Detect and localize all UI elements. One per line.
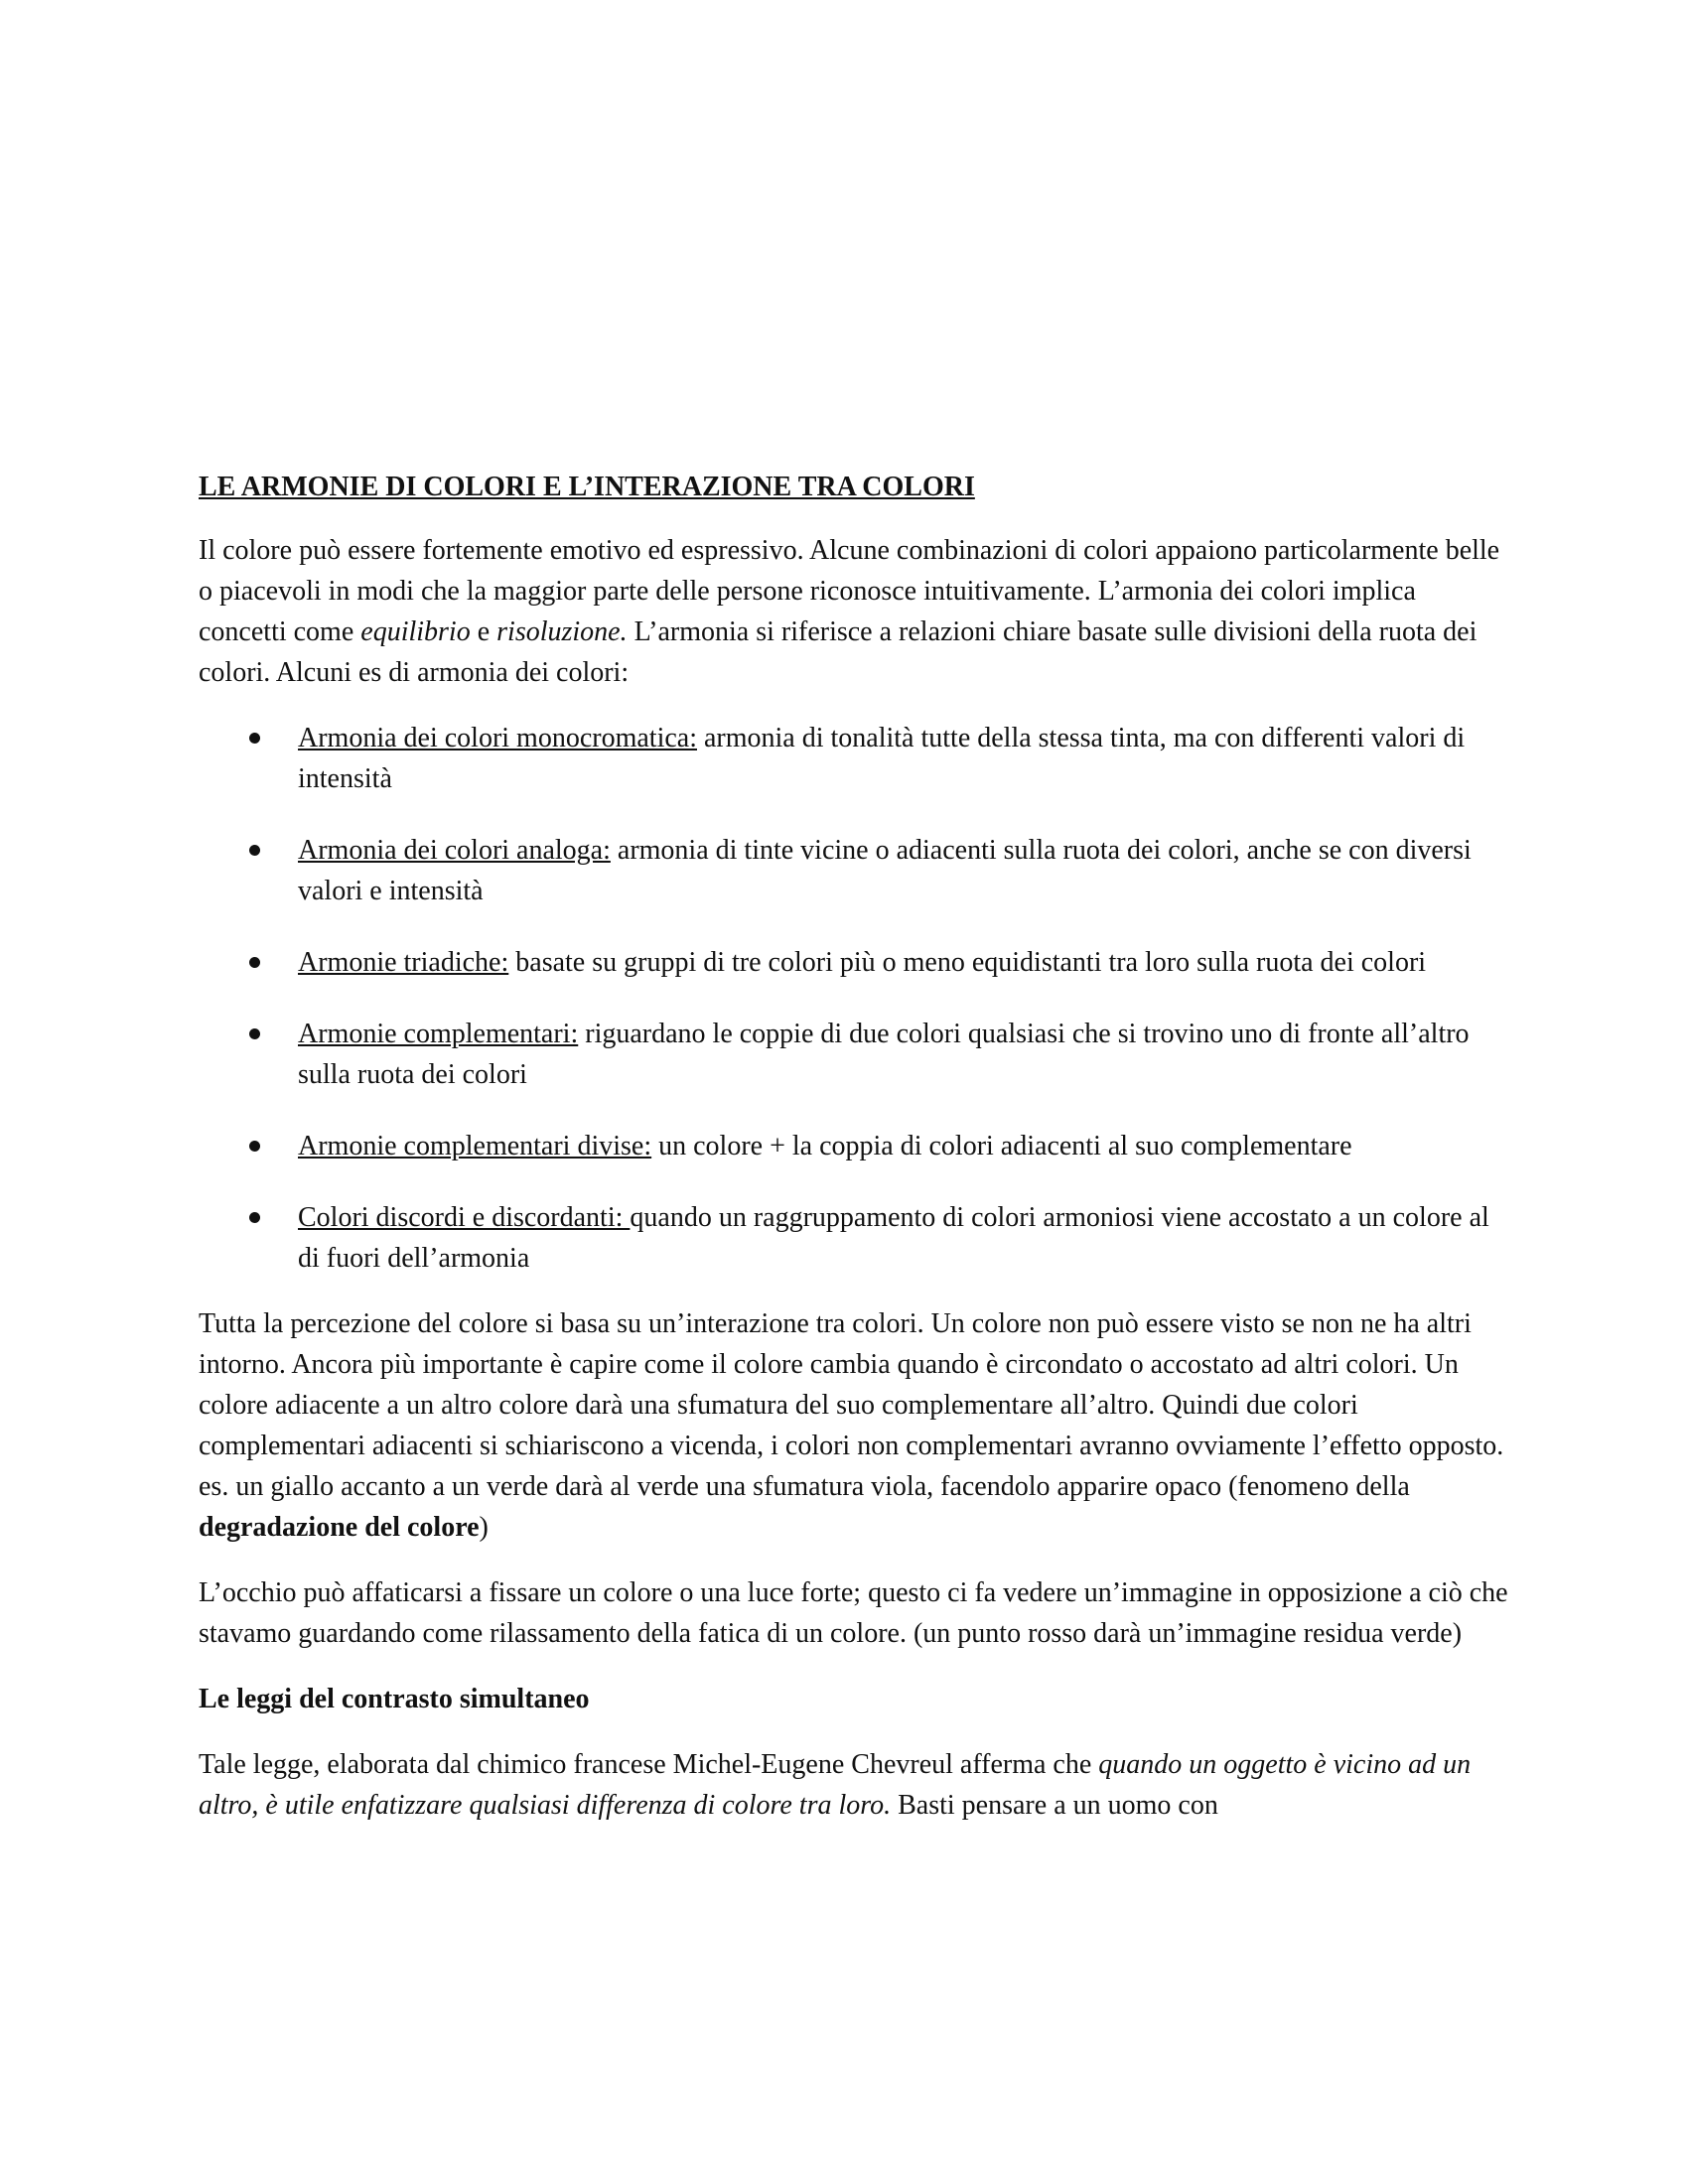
harmony-description: un colore + la coppia di colori adiacenti al suo complementare [651, 1131, 1352, 1161]
harmony-description: riguardano le coppie di due colori qualsiasi che si trovino uno di fronte all’altro sulla ruota dei colori [298, 1019, 1470, 1090]
intro-text-3: L’armonia si riferisce a relazioni chiare basate sulle divisioni della ruota dei colori. Alcuni es di armonia dei colori: [199, 616, 1477, 688]
intro-paragraph [199, 530, 1509, 693]
harmony-term: Armonie complementari divise: [298, 1131, 652, 1161]
section-heading: Le leggi del contrasto simultaneo [199, 1684, 590, 1714]
list-item [199, 1126, 1509, 1166]
law-text-2: Basti pensare a un uomo con [891, 1790, 1218, 1821]
example-paragraph [199, 1466, 1509, 1548]
bullet-icon [249, 957, 260, 968]
harmony-description: armonia di tinte vicine o adiacenti sulla ruota dei colori, anche se con diversi valori e intensità [298, 835, 1472, 906]
law-text-1: Tale legge, elaborata dal chimico francese Michel-Eugene Chevreul afferma che [199, 1749, 1099, 1780]
harmony-term: Armonia dei colori monocromatica: [298, 723, 697, 753]
intro-emphasis-risoluzione: risoluzione. [496, 616, 628, 647]
harmony-term: Armonie triadiche: [298, 947, 509, 978]
harmony-description: quando un raggruppamento di colori armoniosi viene accostato a un colore al di fuori dell’armonia [298, 1202, 1489, 1274]
list-item [199, 942, 1509, 983]
example-bold-term: degradazione del colore [199, 1512, 480, 1543]
bullet-icon [249, 845, 260, 856]
list-item [199, 1014, 1509, 1095]
document-body [199, 467, 1509, 1850]
harmony-term: Armonia dei colori analoga: [298, 835, 611, 866]
list-item [199, 718, 1509, 799]
bullet-icon [249, 1212, 260, 1223]
law-emphasis: quando un oggetto è vicino ad un altro, è utile enfatizzare qualsiasi differenza di colore tra loro. [199, 1749, 1472, 1821]
list-item [199, 1197, 1509, 1279]
bullet-icon [249, 1141, 260, 1152]
law-paragraph [199, 1744, 1509, 1826]
intro-text-2: e [470, 616, 497, 647]
bullet-icon [249, 733, 260, 744]
intro-text-1: Il colore può essere fortemente emotivo ed espressivo. Alcune combinazioni di colori appaiono particolarmente belle o piacevoli in modi che la maggior parte delle persone riconosce intuitivamente. L’armonia dei colori implica concetti come [199, 535, 1500, 647]
intro-emphasis-equilibrio: equilibrio [360, 616, 471, 647]
harmony-term: Armonie complementari: [298, 1019, 579, 1049]
perception-paragraph: Tutta la percezione del colore si basa su un’interazione tra colori. Un colore non può essere visto se non ne ha altri intorno. Ancora più importante è capire come il colore cambia quando è circondato o accostato ad altri colori. Un colore adiacente a un altro colore darà una sfumatura del suo complementare all’altro. Quindi due colori complementari adiacenti si schiariscono a vicenda, i colori non complementari avranno ovviamente l’effetto opposto. [199, 1308, 1504, 1461]
example-text: es. un giallo accanto a un verde darà al verde una sfumatura viola, facendolo apparire opaco (fenomeno della [199, 1471, 1410, 1502]
list-item [199, 830, 1509, 911]
fatigue-paragraph: L’occhio può affaticarsi a fissare un colore o una luce forte; questo ci fa vedere un’immagine in opposizione a ciò che stavamo guardando come rilassamento della fatica di un colore. (un punto rosso darà un’immagine residua verde) [199, 1577, 1508, 1649]
example-end: ) [479, 1512, 489, 1543]
document-title: LE ARMONIE DI COLORI E L’INTERAZIONE TRA COLORI [199, 472, 975, 502]
harmony-term: Colori discordi e discordanti: [298, 1202, 631, 1233]
harmony-description: armonia di tonalità tutte della stessa tinta, ma con differenti valori di intensità [298, 723, 1466, 794]
bullet-icon [249, 1028, 260, 1039]
harmony-list [199, 718, 1509, 1279]
harmony-description: basate su gruppi di tre colori più o meno equidistanti tra loro sulla ruota dei colori [508, 947, 1427, 978]
